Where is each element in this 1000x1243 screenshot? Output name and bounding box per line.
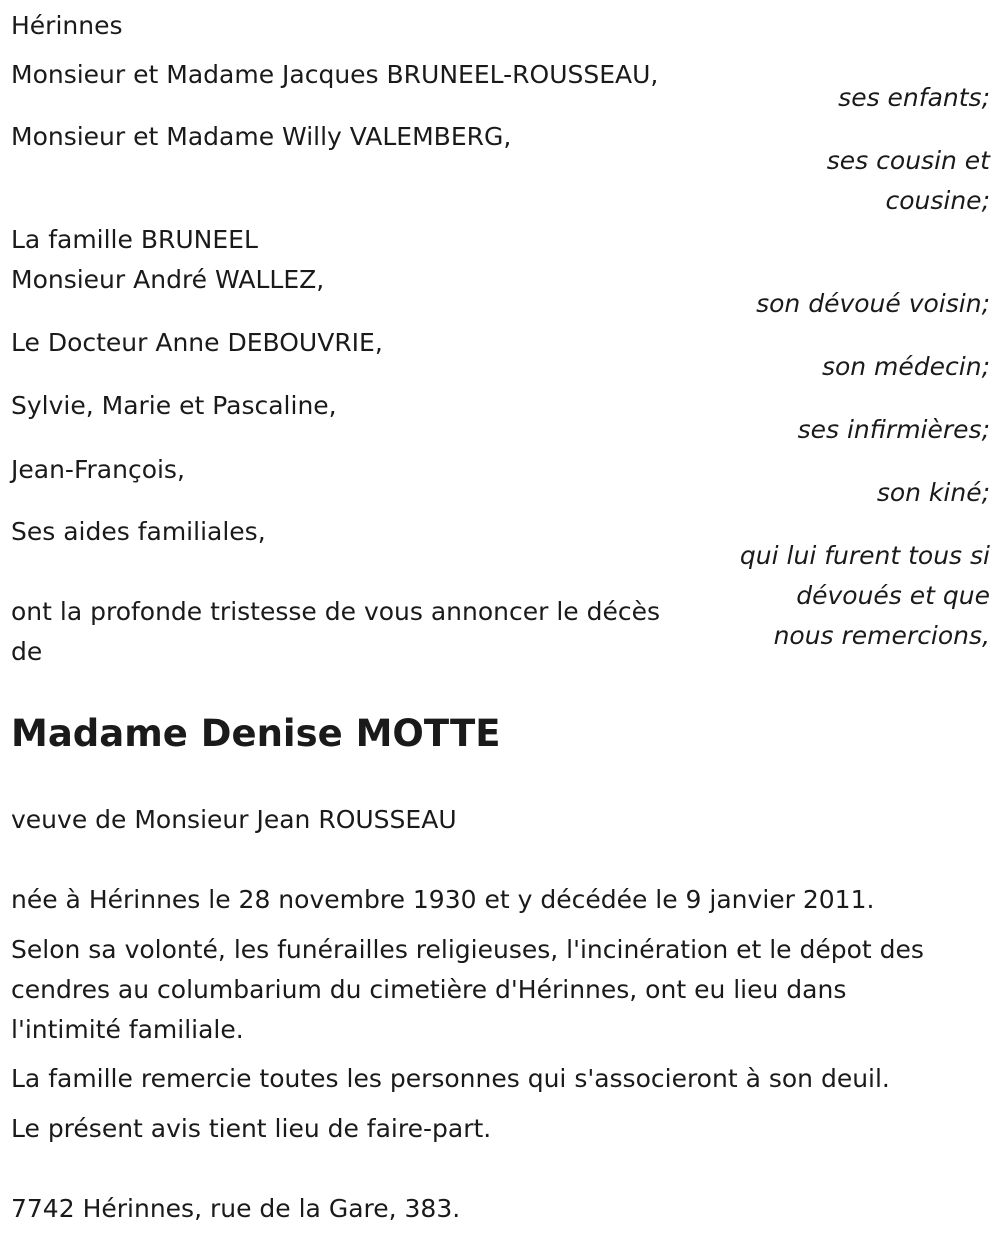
mourner-relation: nous remercions,	[773, 621, 990, 650]
funeral-text: cendres au columbarium du cimetière d'Hérinnes, ont eu lieu dans	[11, 975, 847, 1004]
birth-death-text: née à Hérinnes le 28 novembre 1930 et y décédée le 9 janvier 2011.	[11, 885, 875, 914]
mourner-relation: son médecin;	[821, 352, 990, 381]
mourner-name: Jean-François,	[11, 455, 185, 484]
mourner-name: Ses aides familiales,	[11, 517, 266, 546]
mourner-relation: son dévoué voisin;	[756, 289, 990, 318]
mourner-relation: ses cousin et	[826, 146, 990, 175]
mourner-name: Monsieur et Madame Jacques BRUNEEL-ROUSSEAU,	[11, 60, 659, 89]
mourner-name: Le Docteur Anne DEBOUVRIE,	[11, 328, 383, 357]
mourner-name: Monsieur André WALLEZ,	[11, 265, 325, 294]
address-text: 7742 Hérinnes, rue de la Gare, 383.	[11, 1194, 461, 1223]
mourner-relation: qui lui furent tous si	[739, 541, 990, 570]
deceased-name: Madame Denise MOTTE	[11, 712, 501, 755]
mourner-name: Sylvie, Marie et Pascaline,	[11, 391, 337, 420]
mourner-name: La famille BRUNEEL	[11, 225, 258, 254]
funeral-text: l'intimité familiale.	[11, 1015, 244, 1044]
mourner-relation: ses infirmières;	[797, 415, 990, 444]
widow-of-text: veuve de Monsieur Jean ROUSSEAU	[11, 805, 457, 834]
mourner-relation: son kiné;	[876, 478, 990, 507]
announcement-text: de	[11, 637, 43, 666]
thanks-text: La famille remercie toutes les personnes qui s'associeront à son deuil.	[11, 1064, 890, 1093]
funeral-text: Selon sa volonté, les funérailles religieuses, l'incinération et le dépot des	[11, 935, 924, 964]
notice-text: Le présent avis tient lieu de faire-part.	[11, 1114, 492, 1143]
mourner-relation: cousine;	[885, 186, 990, 215]
announcement-text: ont la profonde tristesse de vous annoncer le décès	[11, 597, 661, 626]
mourner-relation: ses enfants;	[838, 83, 990, 112]
mourner-name: Monsieur et Madame Willy VALEMBERG,	[11, 122, 512, 151]
mourner-relation: dévoués et que	[796, 581, 990, 610]
location-heading: Hérinnes	[11, 11, 123, 40]
